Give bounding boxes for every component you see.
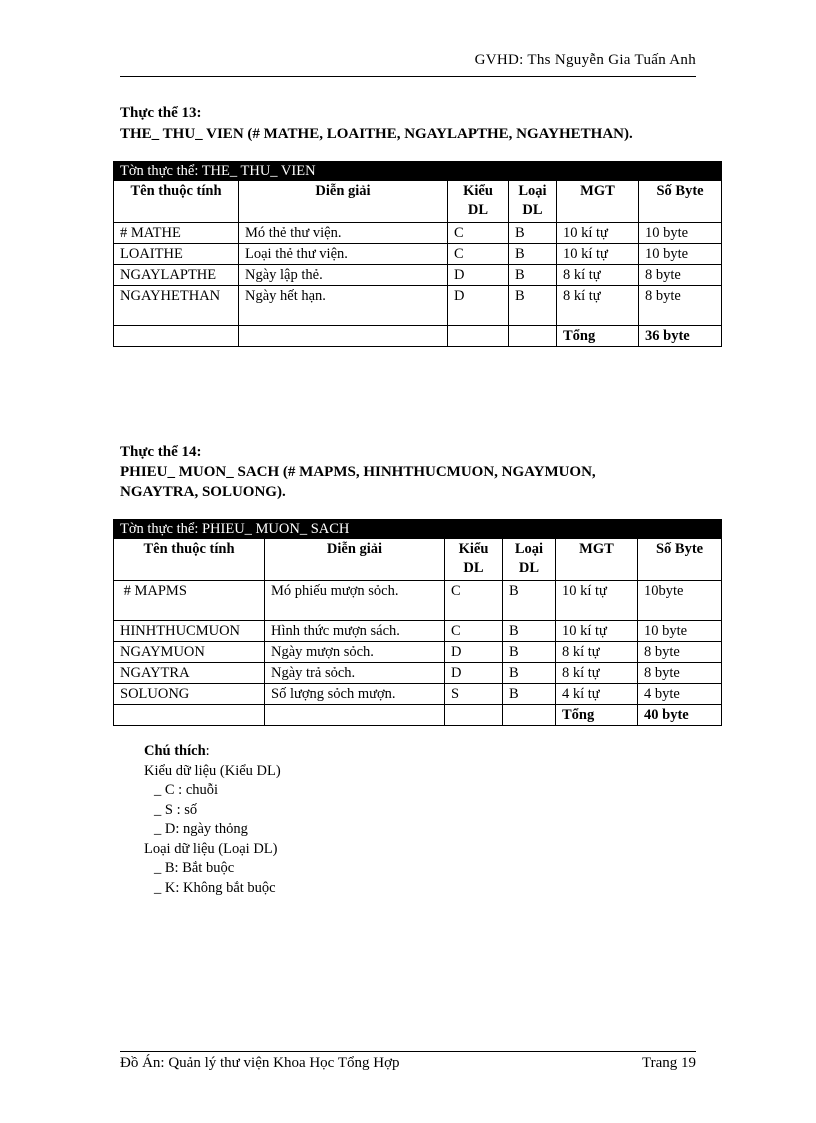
table-cell: D	[448, 286, 509, 326]
table-row	[114, 621, 722, 642]
table-cell: D	[445, 663, 503, 684]
table-cell: 8 byte	[638, 663, 722, 684]
table-cell: 8 kí tự	[557, 265, 639, 286]
legend-notes	[144, 742, 281, 898]
table-total-row	[114, 705, 722, 726]
table-cell: 8 byte	[639, 265, 722, 286]
legend-line: Kiểu dữ liệu (Kiểu DL)	[144, 762, 281, 779]
table-row	[114, 684, 722, 705]
table-cell: B	[503, 642, 556, 663]
table-cell: Ngày hết hạn.	[239, 286, 448, 326]
table-caption: Tờn thực thể: PHIEU_ MUON_ SACH	[114, 520, 722, 539]
table-cell	[509, 326, 557, 347]
table-cell: NGAYHETHAN	[114, 286, 239, 326]
table-cell: C	[445, 621, 503, 642]
table-cell: 8 kí tự	[556, 663, 638, 684]
legend-line: _ S : số	[154, 801, 198, 818]
table-cell: 4 byte	[638, 684, 722, 705]
table-cell: 4 kí tự	[556, 684, 638, 705]
column-header: Tên thuộc tính	[114, 539, 265, 581]
table-cell: 10 kí tự	[557, 244, 639, 265]
entity-13-title: Thực thể 13:	[120, 105, 202, 121]
table-cell: B	[503, 581, 556, 621]
table-cell: # MAPMS	[114, 581, 265, 621]
table-cell: B	[509, 286, 557, 326]
table-row	[114, 663, 722, 684]
column-header: Số Byte	[639, 181, 722, 223]
table-cell: Số lượng sỏch mượn.	[265, 684, 445, 705]
column-header: Kiểu DL	[445, 539, 503, 581]
table-cell	[114, 326, 239, 347]
table-row	[114, 244, 722, 265]
table-cell: Hình thức mượn sách.	[265, 621, 445, 642]
table-cell: NGAYLAPTHE	[114, 265, 239, 286]
table-cell: 10 kí tự	[556, 621, 638, 642]
table-cell: C	[448, 244, 509, 265]
table-row	[114, 286, 722, 326]
legend-line: _ C : chuỗi	[154, 782, 219, 798]
legend-colon: :	[205, 743, 210, 759]
table-cell: C	[445, 581, 503, 621]
footer-rule	[120, 1051, 696, 1052]
entity-14-title: Thực thể 14:	[120, 444, 202, 460]
table-header-row	[114, 539, 722, 581]
total-label: Tổng	[556, 705, 638, 726]
page-header-text: GVHD: Ths Nguyễn Gia Tuấn Anh	[474, 52, 696, 68]
total-label: Tổng	[557, 326, 639, 347]
column-header: Kiểu DL	[448, 181, 509, 223]
legend-title: Chú thích	[144, 743, 206, 759]
table-cell: 8 kí tự	[556, 642, 638, 663]
table-cell: SOLUONG	[114, 684, 265, 705]
table-cell: Ngày trả sỏch.	[265, 663, 445, 684]
table-cell: B	[509, 223, 557, 244]
entity-13-table	[113, 161, 722, 347]
table-caption-row	[114, 520, 722, 539]
table-cell: B	[509, 244, 557, 265]
table-cell: 8 byte	[638, 642, 722, 663]
table-cell	[265, 705, 445, 726]
table-cell: Ngày lập thẻ.	[239, 265, 448, 286]
table-cell: B	[503, 684, 556, 705]
legend-line: _ D: ngày thỏng	[154, 821, 248, 837]
column-header: Diễn giải	[239, 181, 448, 223]
table-cell: D	[445, 642, 503, 663]
table-cell: C	[448, 223, 509, 244]
table-cell: 10byte	[638, 581, 722, 621]
total-value: 40 byte	[638, 705, 722, 726]
column-header: Số Byte	[638, 539, 722, 581]
table-cell	[239, 326, 448, 347]
table-cell: HINHTHUCMUON	[114, 621, 265, 642]
table-cell	[448, 326, 509, 347]
table-caption: Tờn thực thể: THE_ THU_ VIEN	[114, 162, 722, 181]
table-total-row	[114, 326, 722, 347]
page-number: Trang 19	[641, 1055, 696, 1071]
table-cell: Ngày mượn sỏch.	[265, 642, 445, 663]
table-cell: NGAYMUON	[114, 642, 265, 663]
table-cell	[114, 705, 265, 726]
table-cell: # MATHE	[114, 223, 239, 244]
table-cell: Mó thẻ thư viện.	[239, 223, 448, 244]
column-header: Loại DL	[509, 181, 557, 223]
table-cell: 8 byte	[639, 286, 722, 326]
entity-14-definition: PHIEU_ MUON_ SACH (# MAPMS, HINHTHUCMUON, NGAYMUON, NGAYTRA, SOLUONG).	[120, 464, 596, 500]
table-cell: NGAYTRA	[114, 663, 265, 684]
table-cell	[503, 705, 556, 726]
column-header: MGT	[557, 181, 639, 223]
table-header-row	[114, 181, 722, 223]
table-cell: 10 kí tự	[557, 223, 639, 244]
table-cell: B	[503, 663, 556, 684]
footer-title: Đồ Án: Quản lý thư viện Khoa Học Tổng Hợp	[120, 1055, 400, 1071]
legend-line: _ K: Không bắt buộc	[154, 879, 276, 896]
table-cell	[445, 705, 503, 726]
table-row	[114, 642, 722, 663]
table-cell: Loại thẻ thư viện.	[239, 244, 448, 265]
table-cell: S	[445, 684, 503, 705]
table-cell: 10 byte	[639, 244, 722, 265]
legend-line: _ B: Bắt buộc	[154, 860, 235, 876]
column-header: MGT	[556, 539, 638, 581]
legend-title-line	[144, 742, 281, 762]
table-cell: 10 byte	[638, 621, 722, 642]
table-row	[114, 223, 722, 244]
header-rule	[120, 76, 696, 77]
table-cell: LOAITHE	[114, 244, 239, 265]
column-header: Tên thuộc tính	[114, 181, 239, 223]
table-caption-row	[114, 162, 722, 181]
legend-line: Loại dữ liệu (Loại DL)	[144, 840, 278, 857]
table-row	[114, 581, 722, 621]
table-cell: B	[509, 265, 557, 286]
total-value: 36 byte	[639, 326, 722, 347]
column-header: Diễn giải	[265, 539, 445, 581]
table-row	[114, 265, 722, 286]
table-cell: 8 kí tự	[557, 286, 639, 326]
table-cell: Mó phiếu mượn sỏch.	[265, 581, 445, 621]
column-header: Loại DL	[503, 539, 556, 581]
table-cell: B	[503, 621, 556, 642]
table-cell: 10 byte	[639, 223, 722, 244]
table-cell: D	[448, 265, 509, 286]
table-cell: 10 kí tự	[556, 581, 638, 621]
entity-13-definition: THE_ THU_ VIEN (# MATHE, LOAITHE, NGAYLAPTHE, NGAYHETHAN).	[120, 126, 633, 142]
entity-14-table	[113, 519, 722, 726]
